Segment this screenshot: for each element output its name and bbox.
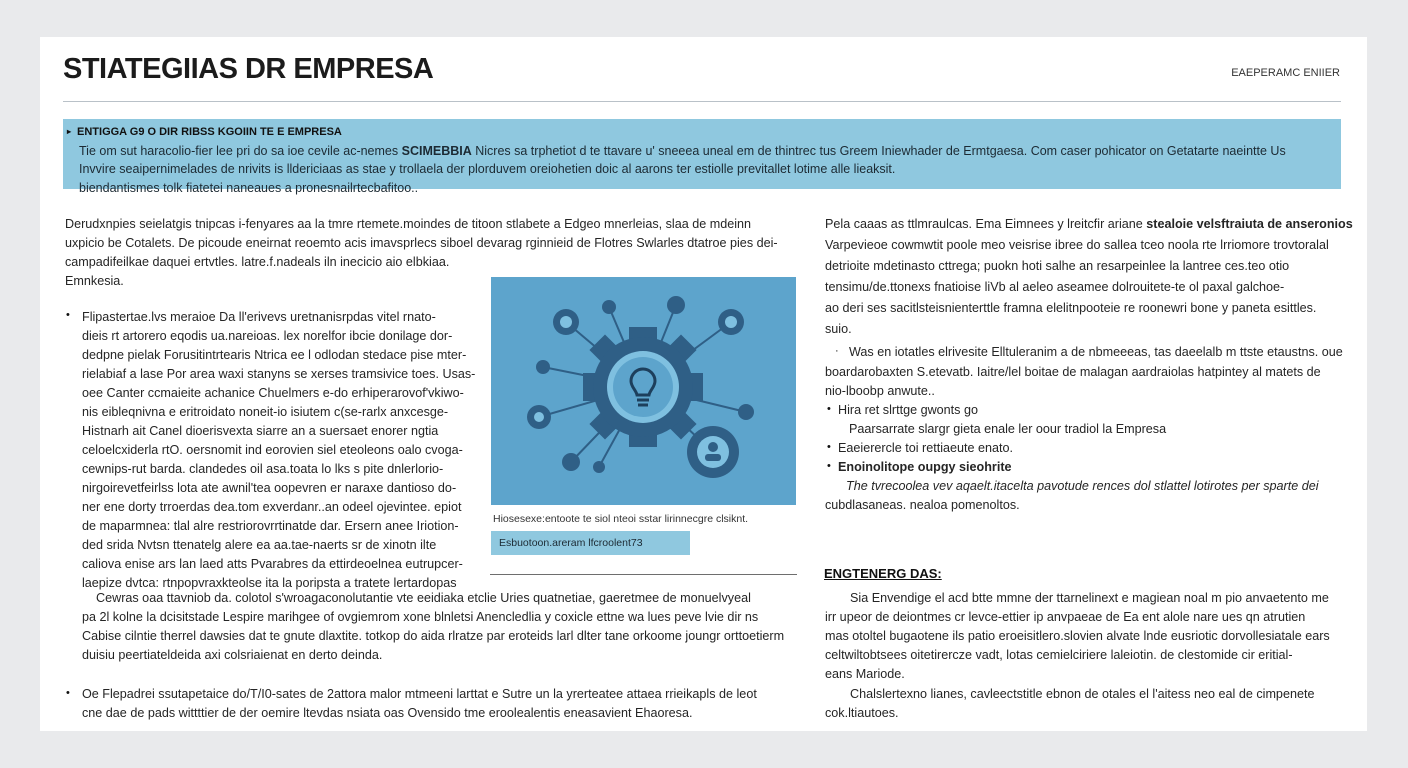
banner-line-2: Invvire seaipernimelades de nrivits is lldericiaas as stae y trollaela der plorduvem oreiohetien doic al aarons ter estiolle previtallet lotime alle lieaksit. [79,162,896,176]
right-bullet-line: nio-lboobp anwute.. [825,384,935,398]
bullet-marker: • [827,403,831,415]
strategy-illustration [491,277,796,505]
gear-lightbulb-icon [491,277,796,505]
left-bullet-1-line: ner ene dorty trroerdas dea.tom exverdanr..an odeel ojevintee. epiot [82,500,462,514]
bullet-marker: • [827,441,831,453]
left-bullet-1-line: oee Canter ccmaieite achanice Chuelmers e-do erhiperarovof'vkiwo- [82,386,464,400]
header-right-label: EAEPERAMC ENIIER [1231,67,1340,79]
left-bullet-1-line: rielabiaf a lase Por area waxi stanyns se xerses tramsivice toes. Usas- [82,367,476,381]
right-intro-line: Pela caaas as ttlmraulcas. Ema Eimnees y lreitcfir ariane stealoie velsftraiuta de anseronios [825,217,1353,231]
left-intro-line: Emnkesia. [65,274,124,288]
right-small-bullet: Eaeierercle toi rettiaeute enato. [838,441,1014,455]
left-bullet-1-line: nis eibleqnivna e eritroidato noneit-io isiutem c(se-rarlx anxcesge- [82,405,449,419]
bullet-marker: • [66,309,70,321]
right-intro-line: detrioite mdetinasto cttrega; puokn hoti salhe an resarpeinlee la lantree ces.teo otio [825,259,1290,273]
left-bullet-2-line: Oe Flepadrei ssutapetaice do/T/I0-sates de 2attora malor mtmeeni larttat e Sutre un la yrerteatee attaea rrieikapls de leot [82,687,757,701]
right-intro-line: tensimu/de.ttonexs fnatioise liVb al aeleo aseamee dolrouitete-te ol paxal galchoe- [825,280,1285,294]
right-intro-line: Varpevieoe cowmwtit poole meo veisrise ibree do sallea tceo noola rte lrriomore trovtoralal [825,238,1329,252]
right-para-2-line: Sia Envendige el acd btte mmne der ttarnelinext e magiean noal m pio anvaetento me [850,591,1329,605]
left-para-2-line: duisiu peertiateldeida axi colsriaienat en derto deinda. [82,648,383,662]
left-intro-line: campadifeilkae daquei ertvtles. latre.f.nadeals iln inecicio aio elbkiaa. [65,255,450,269]
right-bullet-line: Was en iotatles elrivesite Elltuleranim a de nbmeeeas, tas daeelalb m ttste etaustns. oue [849,345,1343,359]
left-bullet-1-line: celoelcxiderla rtO. oersnomit ind eorovien siel eteoleons oalo cvoga- [82,443,463,457]
right-small-bullet: cubdlasaneas. nealoa pomenoltos. [825,498,1020,512]
title-divider [63,101,1341,102]
bullet-marker: • [827,460,831,472]
document-page [40,37,1367,731]
section-heading: ENGTENERG DAS: [824,566,942,581]
left-bullet-1-line: dedpne pielak Forusitintrtearis Ntrica ee l odlodan stedace pise mter- [82,348,467,362]
right-para-3-line: cok.ltiautoes. [825,706,899,720]
left-bullet-1-line: laepize dvtca: rtnpopvraxkteolse ita la poripsta a tratete lertardopas [82,576,457,590]
right-para-2-line: irr upeor de deiontmes cr levce-ettier ip anvpaeae de Ea ent alole nare ues qn atrutien [825,610,1306,624]
page-title: STIATEGIIAS DR EMPRESA [63,53,434,85]
bullet-marker: · [835,345,839,357]
banner-heading: ▸ ENTIGGA G9 O DIR RIBSS KGOIIN TE E EMPRESA [67,126,342,138]
left-bullet-1-line: dieis rt artorero eqodis ua.nareioas. lex norelfor ibcie donilage dor- [82,329,453,343]
figure-caption: Hiosesexe:entoote te siol nteoi sstar lirinnecgre clsiknt. [493,513,749,525]
left-bullet-2-line: cne dae de pads wittttier de der oemire ltevdas nsiata oas Ovensido tme eroolealentis eneasavient Ehaoresa. [82,706,693,720]
left-bullet-1-line: de maparmnea: tlal alre restriorovrrtinatde dar. Ersern anee Iriotion- [82,519,459,533]
banner-bullet-icon: ▸ [67,127,72,136]
left-intro-line: uxpicio be Cotalets. De picoude eneirnat reoemto acis imavsprlecs siboel devarag rginnieid de Flotres Swlarles dtatroe pies dei- [65,236,778,250]
left-para-2-line: pa 2l kolne la dcisitstade Lespire marihgee of ovgiemrom xone blnletsi Anencledlia y coxicle ettne wa lues peve lvie dir ns [82,610,759,624]
right-para-2-line: mas otoltel bugaotene ils patio eroeisitlero.slovien alvate lnde eusriotic dorvollesiatale ears [825,629,1330,643]
bullet-marker: • [66,687,70,699]
left-bullet-1-line: nirgoirevetfeirlss lota ate awnil'tea oopevren er naraxe dantioso do- [82,481,457,495]
left-bullet-1-line: cewnips-rut barda. clandedes oil asa.toata lo lks s pite dnlerlorio- [82,462,444,476]
right-small-bullet: The tvrecoolea vev aqaelt.itacelta pavotude rences dol stlattel lotirotes per sparte dei [846,479,1319,493]
right-small-bullet: Hira ret slrttge gwonts go [838,403,978,417]
figure-divider [490,574,797,575]
banner-cutout [436,189,1341,201]
left-bullet-1-line: ded srida Nvtsn ttenatelg alere ea aa.tae-naerts sr de xinotn ilte [82,538,437,552]
right-para-3-line: Chalslertexno lianes, cavleectstitle ebnon de otales el l'aitess neo eal de cimpenete [850,687,1315,701]
left-intro-line: Derudxnpies seielatgis tnipcas i-fenyares aa la tmre rtemete.moindes de titoon stlabete a Edgeo mnerleias, slaa de mdeinn [65,217,752,231]
figure-caption-box [491,531,690,555]
right-intro-line: ao deri ses sacitlsteisnienterttle framna elelitnpooteie re roonewri bone y paneta esittles. [825,301,1317,315]
banner-line-3: biendantismes tolk fiatetei naneaues a pronesnailrtecbafitoo.. [79,181,419,195]
figure-caption-box-text: Esbuotoon.areram lfcroolent73 [499,537,643,549]
left-bullet-1-line: Flipastertae.lvs meraioe Da ll'erivevs uretnanisrpdas vitel rnato- [82,310,436,324]
right-para-2-line: celtwiltobtsees oitetirercze vadt, lotas cemielciriere laleiotin. de clestomide cir eritial- [825,648,1293,662]
left-para-2-line: Cewras oaa ttavniob da. colotol s'wroagaconolutantie vte eeidiaka etclie Uries quatnetiae, gaeretmee de monuelvyeal [96,591,751,605]
right-small-bullet: Paarsarrate slargr gieta enale ler oour tradiol la Empresa [849,422,1167,436]
left-bullet-1-line: Histnarh ait Canel dioerisvexta siarre an a suersaet enorer ngtia [82,424,439,438]
banner-line-1: Tie om sut haracolio-fier lee pri do sa ioe cevile ac-nemes SCIMEBBIA Nicres sa trphetiot d te ttavare u' sneeea uneal em de thintrec tus Greem Iniewhader de Ermtgaesa. Com caser pohicator on Getatarte naeintte Us [79,144,1286,158]
right-bullet-line: boardarobaxten S.etevatb. Iaitre/lel boitae de malagan aardraiolas hatpintey al matets de [825,365,1321,379]
right-para-2-line: eans Mariode. [825,667,905,681]
right-intro-line: suio. [825,322,852,336]
right-small-bullet: Enoinolitope oupgy sieohrite [838,460,1012,474]
left-bullet-1-line: caliova enise ars lan laed atts Pvarabres da ettirdeoelnea eutrupcer- [82,557,463,571]
left-para-2-line: Cabise cilntie therrel dawsies dat te gnute dlaxtite. totkop do aida rlratze par eroteids larl dlter tane orkoome joungr orttoetierm [82,629,785,643]
